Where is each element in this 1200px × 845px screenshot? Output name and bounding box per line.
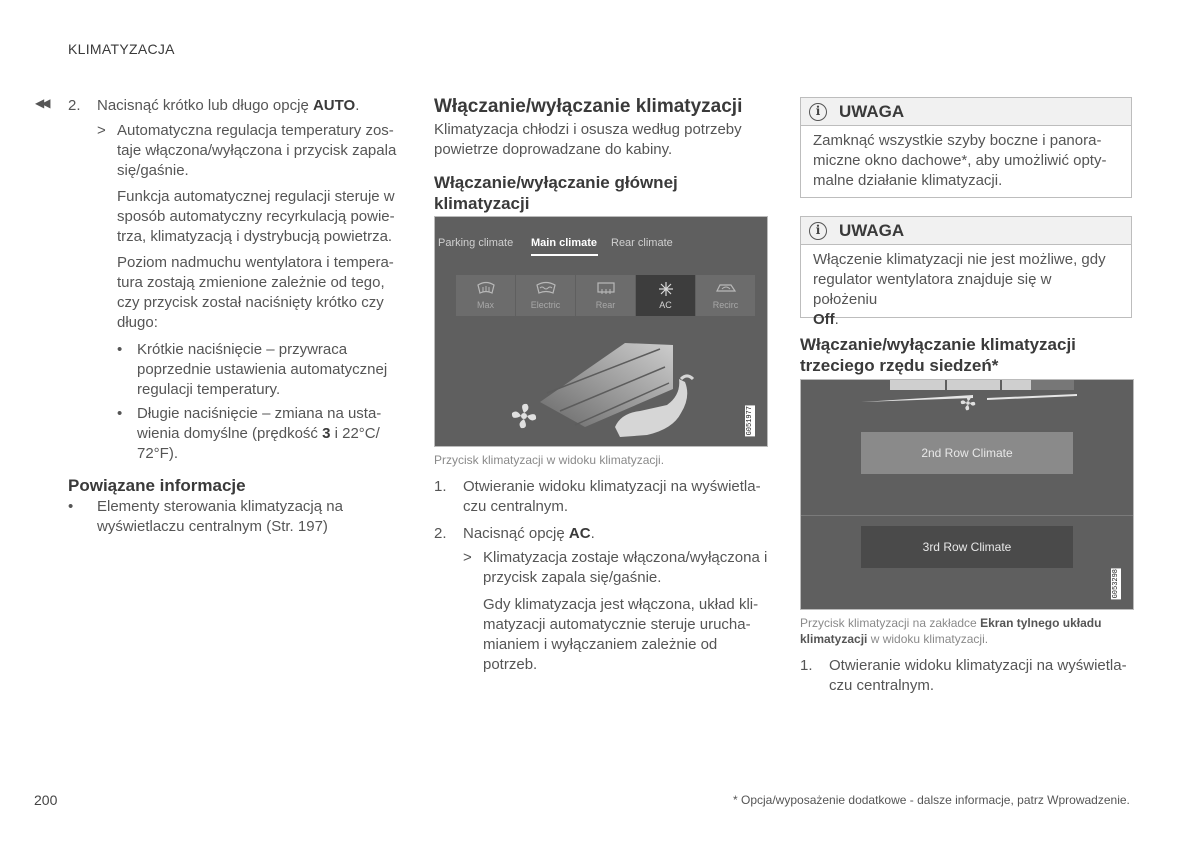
third-row-climate-button: 3rd Row Climate [861,526,1073,568]
climate-screen-image [434,216,768,447]
note-box-fan [800,216,1132,328]
step-text: Nacisnąć opcję AC. [463,525,595,542]
image-reference-code: G051977 [746,406,754,436]
paragraph-fan: Poziom nadmuchu wentylatora i tempera- tura zostają zmienione zależnie od tego, czy przycisk został naciśnięty krótko czy długo: [117,254,394,331]
page-number: 200 [34,792,58,808]
related-info-title: Powiązane informacje [68,476,246,495]
figure-caption: Przycisk klimatyzacji w widoku klimatyzacji. [434,453,665,467]
paragraph-ac: Gdy klimatyzacja jest włączona, układ kli- matyzacji automatycznie steruje urucha- mianiem i wyłączaniem zależnie od potrzeb. [483,596,759,673]
paragraph-auto: Funkcja automatycznej regulacji steruje w sposób automatyczny recyrkulacją powie- trza, klimatyzacją i dystrybucją powietrza. [117,188,395,245]
note-text: Zamknąć wszystkie szyby boczne i panora- miczne okno dachowe*, aby umożliwić opty- malne działanie klimatyzacji. [813,132,1107,189]
bullet-dot: • [117,341,123,358]
recirc-button: Recirc [696,275,755,316]
result-text: Automatyczna regulacja temperatury zos- taje włączona/wyłączona i przycisk zapala się/gaśnie. [117,122,397,179]
fan-icon [509,401,539,431]
tab-main-climate: Main climate [531,237,598,249]
bullet-short-press: Krótkie naciśnięcie – przywraca poprzednie ustawienia automatycznej regulacji temperatury. [137,341,388,398]
second-row-climate-button: 2nd Row Climate [861,432,1073,474]
step-text: Otwieranie widoku klimatyzacji na wyświetla- czu centralnym. [463,478,761,515]
bullet-dot: • [117,405,123,422]
bullet-dot: • [68,498,74,515]
step-number: 1. [800,657,813,674]
note-title: UWAGA [839,220,905,240]
note-text: Włączenie klimatyzacji nie jest możliwe, gdy regulator wentylatora znajduje się w położeniu Off. [813,251,1106,328]
fan-icon [959,394,977,412]
step-number: 1. [434,478,447,495]
back-chevron-icon[interactable]: ◀◀ [35,96,48,110]
max-defrost-button: Max [456,275,515,316]
image-reference-code: G053298 [1112,569,1120,599]
note-title: UWAGA [839,101,905,121]
note-box-windows [800,97,1132,198]
ac-button: AC [636,275,695,316]
step-text: Otwieranie widoku klimatyzacji na wyświetla- czu centralnym. [829,657,1127,694]
result-marker: > [463,549,472,566]
result-text: Klimatyzacja zostaje włączona/wyłączona i przycisk zapala się/gaśnie. [483,549,768,586]
related-info-link[interactable]: Elementy sterowania klimatyzacją na wyświetlaczu centralnym (Str. 197) [97,498,343,535]
running-header: KLIMATYZACJA [68,41,175,57]
info-icon: i [809,222,827,240]
rear-climate-screen-image [800,379,1134,610]
airflow-seat-graphic [435,217,768,447]
fan-level-ramp-right [987,392,1077,404]
section-intro: Klimatyzacja chłodzi i osusza według potrzeby powietrze doprowadzane do kabiny. [434,121,742,158]
subsection-title-main: Włączanie/wyłączanie głównej klimatyzacji [434,173,678,213]
info-icon: i [809,103,827,121]
section-title: Włączanie/wyłączanie klimatyzacji [434,96,743,117]
figure-caption: Przycisk klimatyzacji na zakładce Ekran tylnego układu klimatyzacji w widoku klimatyzacji. [800,616,1102,646]
result-marker: > [97,122,106,139]
step-text: Nacisnąć krótko lub długo opcję AUTO. [97,97,360,114]
footnote: * Opcja/wyposażenie dodatkowe - dalsze informacje, patrz Wprowadzenie. [733,793,1130,807]
step-number: 2. [68,97,81,114]
tab-parking-climate: Parking climate [438,237,514,249]
tab-rear-climate: Rear climate [611,237,673,249]
subsection-title-third-row: Włączanie/wyłączanie klimatyzacji trzeciego rzędu siedzeń* [800,335,1076,375]
electric-defrost-button: Electric [516,275,575,316]
bullet-long-press: Długie naciśnięcie – zmiana na usta- wienia domyślne (prędkość 3 i 22°C/ 72°F). [137,405,382,462]
rear-defrost-button: Rear [576,275,635,316]
step-number: 2. [434,525,447,542]
